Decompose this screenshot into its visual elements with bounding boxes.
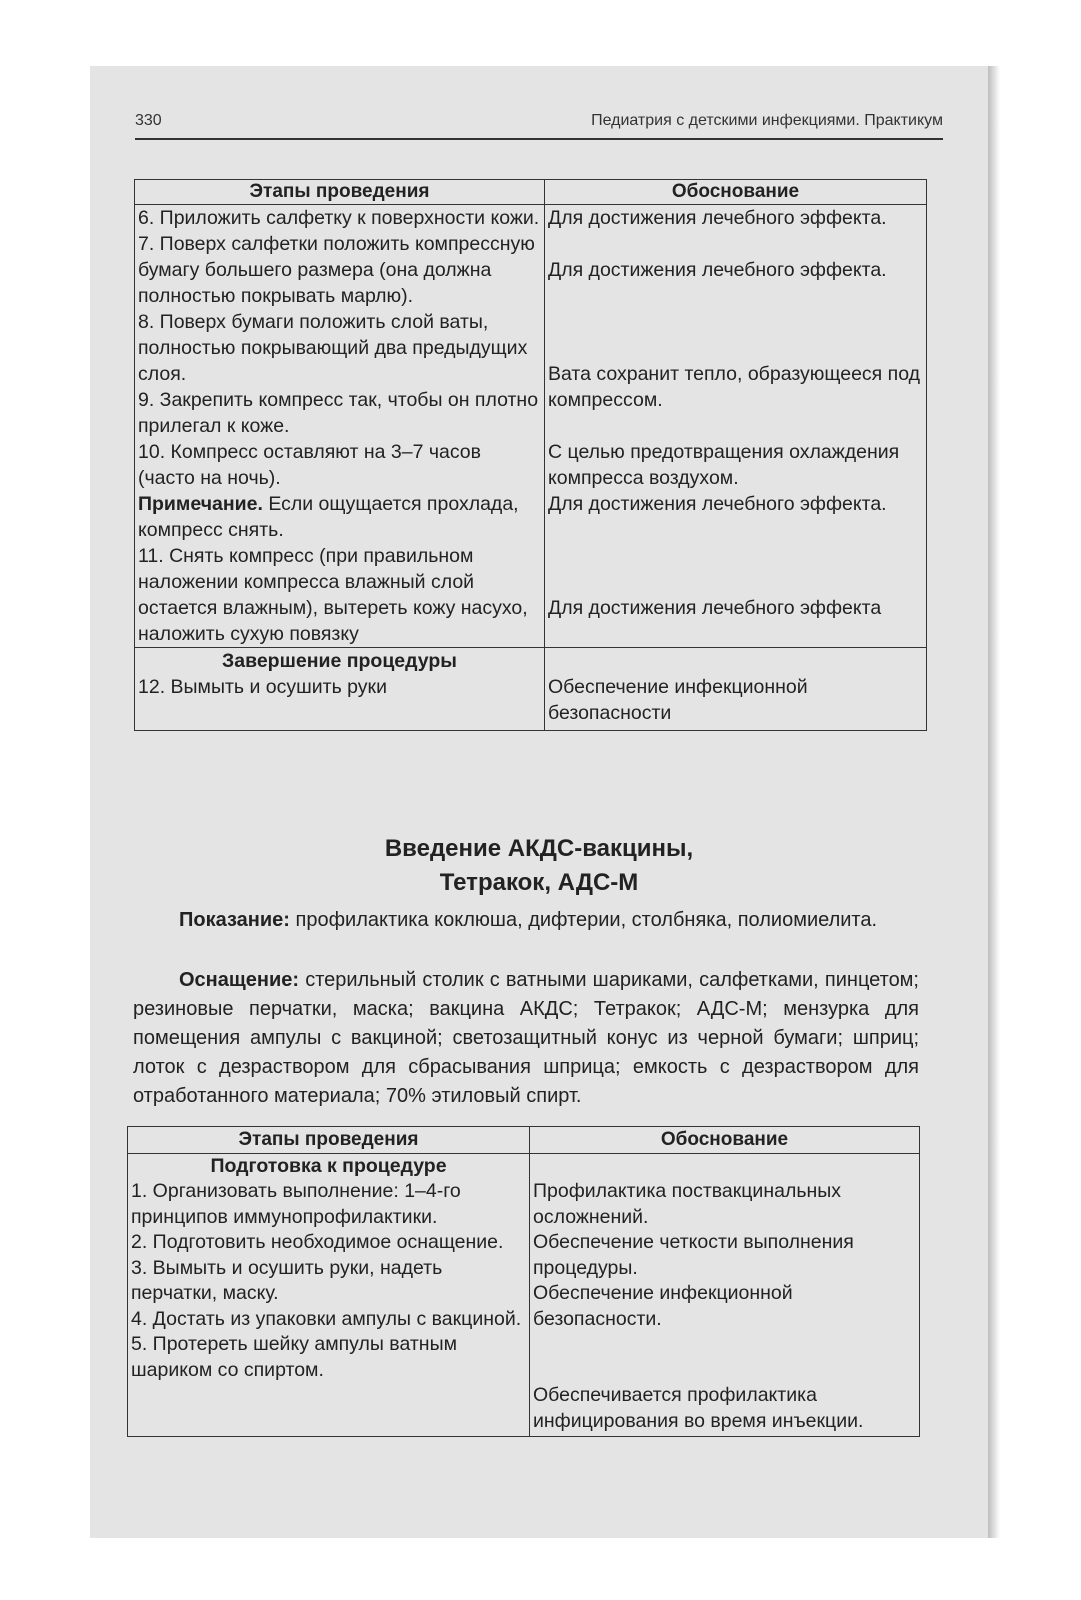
step-text: 7. Поверх салфетки положить компрессную бумагу большего размера (она должна полностью покрывать марлю). xyxy=(138,233,535,307)
reason-text: Для достижения лечебного эффекта. xyxy=(548,259,887,281)
indication-text: профилактика коклюша, дифтерии, столбняка, полиомиелита. xyxy=(289,909,878,931)
running-header xyxy=(135,102,943,140)
note xyxy=(138,491,541,543)
step-text: 4. Достать из упаковки ампулы с вакциной. xyxy=(131,1307,522,1330)
column-header-reason: Обоснование xyxy=(530,1127,920,1154)
step-text: 11. Снять компресс (при правильном наложении компресса влажный слой остается влажным), вытереть кожу насухо, наложить сухую повязку xyxy=(138,545,528,645)
reason-text: Для достижения лечебного эффекта. xyxy=(548,207,887,229)
reason-text: С целью предотвращения охлаждения компресса воздухом. xyxy=(548,441,900,489)
reason-text: Обеспечение четкости выполнения процедуры. xyxy=(533,1231,854,1279)
step-text: 1. Организовать выполнение: 1–4-го принципов иммунопрофилактики. xyxy=(131,1180,461,1228)
step-text: 3. Вымыть и осушить руки, надеть перчатки, маску. xyxy=(131,1256,443,1304)
column-header-steps: Этапы проведения xyxy=(128,1127,530,1154)
step-text: 10. Компресс оставляют на 3–7 часов (часто на ночь). xyxy=(138,441,482,489)
reason-text: Для достижения лечебного эффекта. xyxy=(548,493,887,515)
book-page xyxy=(90,66,988,1538)
step-text: 9. Закрепить компресс так, чтобы он плотно прилегал к коже. xyxy=(138,389,539,437)
indication-label: Показание: xyxy=(179,909,290,931)
table-row xyxy=(135,648,927,731)
reason-text: Обеспечивается профилактика инфицирования во время инъекции. xyxy=(533,1384,864,1432)
step-text: 6. Приложить салфетку к поверхности кожи. xyxy=(138,207,540,229)
section-heading-completion: Завершение процедуры xyxy=(222,650,457,672)
equipment-paragraph xyxy=(133,966,919,1111)
reason-text: Обеспечение инфекционной безопасности. xyxy=(533,1282,793,1330)
reason-text: Профилактика поствакцинальных осложнений. xyxy=(533,1180,842,1228)
table-row xyxy=(135,205,927,648)
step-text: 8. Поверх бумаги положить слой ваты, полностью покрывающий два предыдущих слоя. xyxy=(138,311,528,385)
reason-text: Вата сохранит тепло, образующееся под компрессом. xyxy=(548,363,921,411)
section-title xyxy=(90,832,988,900)
equipment-label: Оснащение: xyxy=(179,969,300,991)
column-header-steps: Этапы проведения xyxy=(135,180,545,205)
vaccine-procedure-table xyxy=(127,1126,920,1437)
book-title: Педиатрия с детскими инфекциями. Практикум xyxy=(591,112,943,129)
table-row xyxy=(128,1153,920,1437)
step-text: 12. Вымыть и осушить руки xyxy=(138,676,387,698)
step-text: 2. Подготовить необходимое оснащение. xyxy=(131,1231,504,1253)
equipment-text: стерильный столик с ватными шариками, салфетками, пинцетом; резиновые перчатки, маска; вакцина АКДС; Тетракок; АДС-М; мензурка для помещения ампулы с вакциной; светозащитный конус из черной бумаги; шприц; лоток с дезраствором для сбрасывания шприца; емкость с дезраствором для отработанного материала; 70% этиловый спирт. xyxy=(133,969,919,1107)
section-title-line: Тетракок, АДС-М xyxy=(439,869,639,896)
page-number: 330 xyxy=(135,112,162,129)
note-label: Примечание. xyxy=(138,493,263,515)
step-text: 5. Протереть шейку ампулы ватным шариком со спиртом. xyxy=(131,1333,457,1381)
column-header-reason: Обоснование xyxy=(545,180,927,205)
section-title-line: Введение АКДС-вакцины, xyxy=(384,835,694,862)
reason-text: Обеспечение инфекционной безопасности xyxy=(548,676,808,724)
reason-text: Для достижения лечебного эффекта xyxy=(548,597,882,619)
indication-paragraph xyxy=(133,906,919,935)
compress-procedure-table xyxy=(134,179,927,731)
note-text: Если ощущается прохлада, компресс снять. xyxy=(138,493,519,541)
section-heading-preparation: Подготовка к процедуре xyxy=(210,1154,447,1177)
